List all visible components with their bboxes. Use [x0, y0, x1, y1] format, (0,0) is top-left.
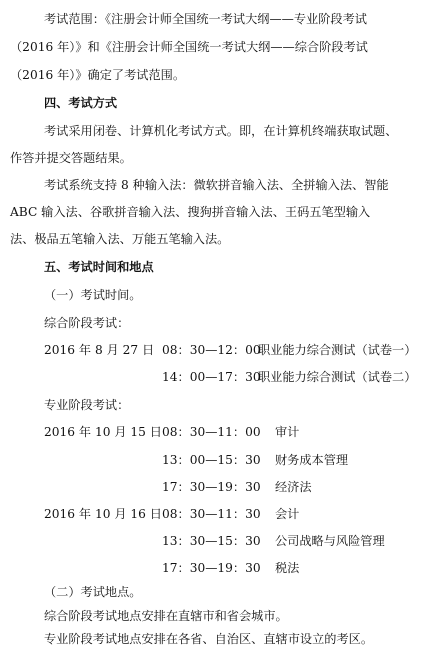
method-line-2: 作答并提交答题结果。: [10, 151, 132, 165]
schedule-time: 08：30—11：30: [162, 507, 261, 521]
comprehensive-stage-label: 综合阶段考试：: [44, 316, 130, 330]
schedule-time: 13：30—15：30: [162, 534, 261, 548]
schedule-time: 17：30—19：30: [162, 561, 261, 575]
section-heading-time-place: 五、考试时间和地点: [44, 260, 154, 274]
schedule-date: 2016 年 8 月 27 日: [44, 343, 155, 357]
schedule-date: 2016 年 10 月 16 日: [44, 507, 162, 521]
schedule-subject: 职业能力综合测试（试卷一）: [258, 343, 417, 357]
input-methods-line-2: ABC 输入法、谷歌拼音输入法、搜狗拼音输入法、王码五笔型输入: [10, 205, 371, 219]
schedule-subject: 公司战略与风险管理: [275, 534, 385, 548]
scope-line-3: （2016 年）》确定了考试范围。: [10, 68, 186, 82]
schedule-subject: 会计: [275, 507, 300, 521]
schedule-time: 14：00—17：30: [162, 370, 261, 384]
subheading-exam-location: （二）考试地点。: [44, 585, 142, 599]
input-methods-line-3: 法、极品五笔输入法、万能五笔输入法。: [10, 232, 230, 246]
schedule-time: 17：30—19：30: [162, 480, 261, 494]
schedule-date: 2016 年 10 月 15 日: [44, 425, 162, 439]
schedule-subject: 审计: [275, 425, 300, 439]
schedule-subject: 经济法: [275, 480, 312, 494]
method-line-1: 考试采用闭卷、计算机化考试方式。即，在计算机终端获取试题、: [44, 124, 398, 138]
scope-line-2: （2016 年）》和《注册会计师全国统一考试大纲——综合阶段考试: [10, 40, 368, 54]
schedule-subject: 财务成本管理: [275, 453, 349, 467]
schedule-time: 08：30—11：00: [162, 425, 261, 439]
subheading-exam-time: （一）考试时间。: [44, 288, 142, 302]
location-professional: 专业阶段考试地点安排在各省、自治区、直辖市设立的考区。: [44, 632, 374, 646]
location-comprehensive: 综合阶段考试地点安排在直辖市和省会城市。: [44, 609, 288, 623]
section-heading-exam-method: 四、考试方式: [44, 96, 118, 110]
professional-stage-label: 专业阶段考试：: [44, 398, 130, 412]
schedule-time: 13：00—15：30: [162, 453, 261, 467]
schedule-subject: 职业能力综合测试（试卷二）: [258, 370, 417, 384]
input-methods-line-1: 考试系统支持 8 种输入法：微软拼音输入法、全拼输入法、智能: [44, 178, 389, 192]
schedule-subject: 税法: [275, 561, 300, 575]
schedule-time: 08：30—12：00: [162, 343, 261, 357]
scope-line-1: 考试范围：《注册会计师全国统一考试大纲——专业阶段考试: [44, 12, 367, 26]
